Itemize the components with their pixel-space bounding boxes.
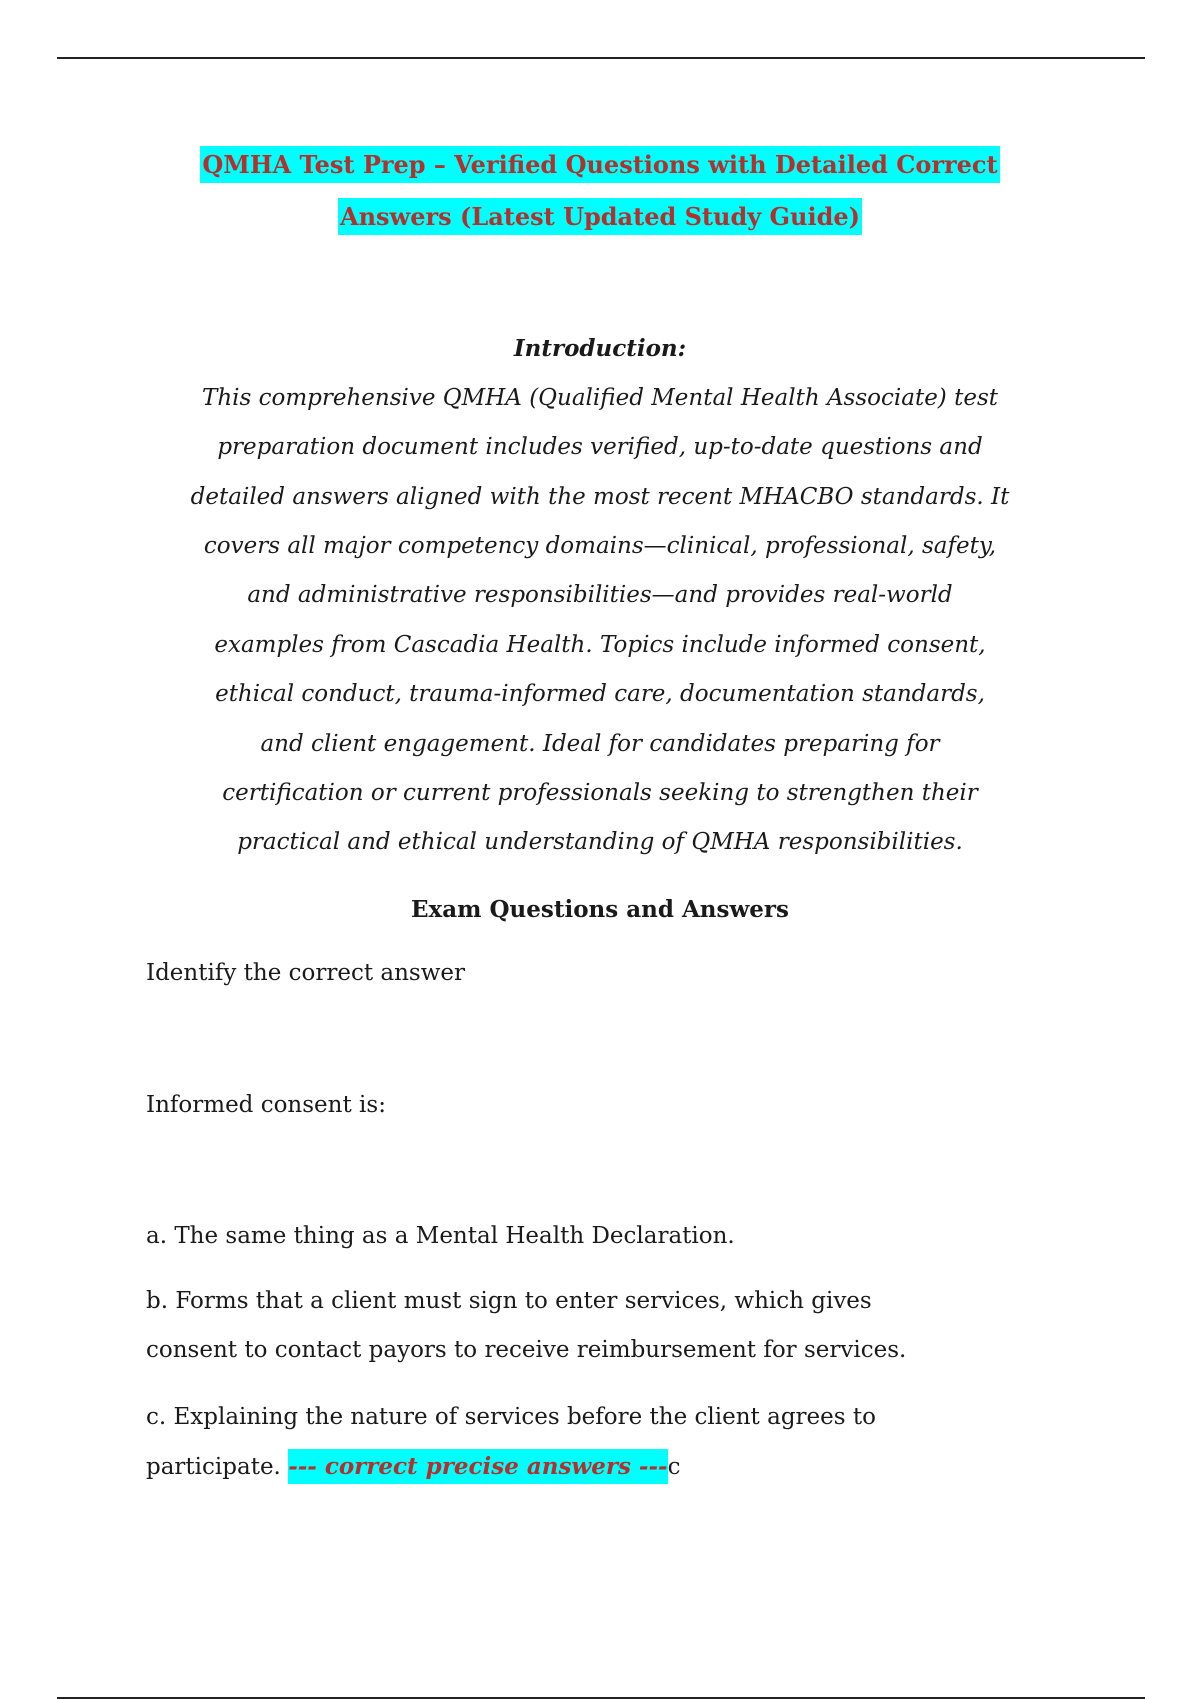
intro-line: and client engagement. Ideal for candidates preparing for bbox=[260, 731, 940, 757]
intro-line: preparation document includes verified, up-to-date questions and bbox=[217, 434, 983, 460]
intro-line: practical and ethical understanding of QMHA responsibilities. bbox=[237, 829, 963, 855]
exam-heading: Exam Questions and Answers bbox=[411, 896, 789, 923]
correct-answer-value: c bbox=[667, 1454, 681, 1480]
option-b-line-2: consent to contact payors to receive reimbursement for services. bbox=[146, 1337, 907, 1363]
option-c-text: participate. bbox=[146, 1454, 289, 1480]
question-text: Informed consent is: bbox=[146, 1092, 386, 1118]
intro-line: detailed answers aligned with the most recent MHACBO standards. It bbox=[190, 484, 1010, 510]
option-c-line-1: c. Explaining the nature of services before the client agrees to bbox=[146, 1404, 876, 1430]
document-title-line-1 bbox=[0, 150, 1200, 179]
document-title-line-2 bbox=[0, 202, 1200, 231]
intro-line: examples from Cascadia Health. Topics include informed consent, bbox=[214, 632, 986, 658]
intro-line: and administrative responsibilities—and provides real-world bbox=[247, 582, 953, 608]
title-highlight-1: QMHA Test Prep – Verified Questions with Detailed Correct bbox=[200, 146, 999, 183]
bottom-rule bbox=[57, 1697, 1145, 1699]
introduction-heading: Introduction: bbox=[513, 335, 687, 362]
top-rule bbox=[57, 57, 1145, 59]
option-c-line-2 bbox=[146, 1453, 680, 1480]
option-b-line-1: b. Forms that a client must sign to enter services, which gives bbox=[146, 1288, 872, 1314]
intro-line: This comprehensive QMHA (Qualified Mental Health Associate) test bbox=[202, 385, 998, 411]
intro-line: ethical conduct, trauma-informed care, documentation standards, bbox=[215, 681, 985, 707]
option-a: a. The same thing as a Mental Health Declaration. bbox=[146, 1223, 735, 1249]
instruction-text: Identify the correct answer bbox=[146, 960, 466, 986]
intro-line: covers all major competency domains—clinical, professional, safety, bbox=[203, 533, 997, 559]
intro-line: certification or current professionals seeking to strengthen their bbox=[222, 780, 978, 806]
title-highlight-2: Answers (Latest Updated Study Guide) bbox=[338, 198, 862, 235]
correct-answer-label: --- correct precise answers --- bbox=[288, 1449, 667, 1484]
